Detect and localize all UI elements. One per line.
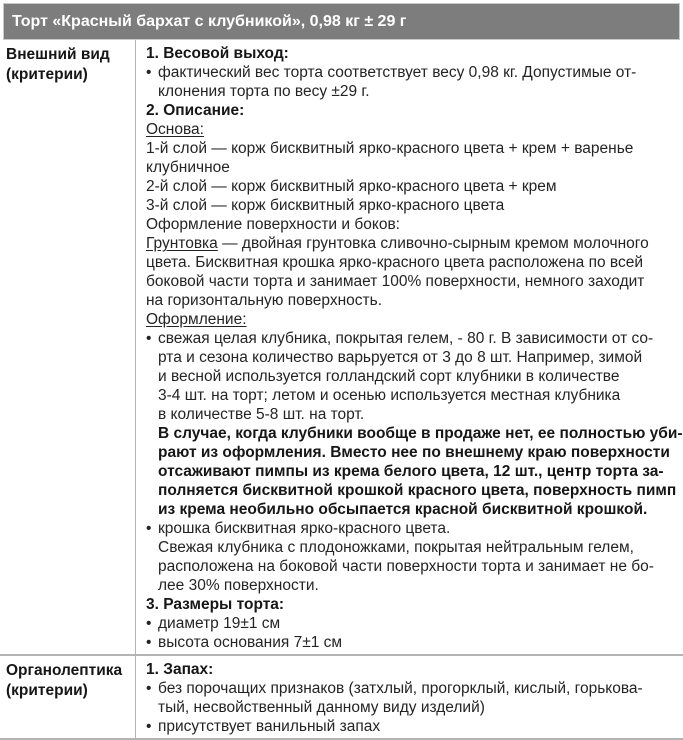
text-line: В случае, когда клубники вообще в продаже нет, ее полностью уби- [158, 425, 683, 442]
text-line: отсаживают пимпы из крема белого цвета, 12 шт., центр торта за- [158, 463, 664, 480]
row-content [135, 656, 683, 738]
text-line: клонения торта по весу ±29 г. [158, 83, 370, 100]
text-line: полняется бисквитной крошкой красного цвета, поверхность пимп [158, 482, 677, 499]
text-line: на горизонтальную поверхность. [146, 292, 383, 309]
text-line: • присутствует ванильный запах [146, 718, 381, 735]
underlined-term: Оформление: [146, 311, 247, 328]
bullet-marker: • [146, 520, 152, 537]
table-row [0, 654, 683, 738]
text-line: в количестве 5-8 шт. на торт. [158, 406, 365, 423]
bullet-marker: • [146, 634, 152, 651]
text-line: 2-й слой — корж бисквитный ярко-красного цвета + крем [146, 178, 557, 195]
text-line: 1. Весовой выход: [146, 45, 289, 62]
text-line: • свежая целая клубника, покрытая гелем, - 80 г. В зависимости от со- [146, 330, 654, 347]
bullet-marker: • [146, 330, 152, 347]
text-line: расположена на боковой части поверхности торта и занимает не бо- [158, 558, 654, 575]
bullet-marker: • [146, 64, 152, 81]
text-line: 1-й слой — корж бисквитный ярко-красного цвета + крем + варенье [146, 140, 634, 157]
text-line: 3-й слой — корж бисквитный ярко-красного цвета [146, 197, 505, 214]
bullet-marker: • [146, 615, 152, 632]
row-label-line: Органолептика [6, 662, 123, 679]
text-line: из крема необильно обсыпается красной бисквитной крошкой. [158, 501, 648, 518]
text-line: Оформление поверхности и боков: [146, 216, 400, 233]
text-line: • крошка бисквитная ярко-красного цвета. [146, 520, 451, 537]
text-line: Грунтовка — двойная грунтовка сливочно-сырным кремом молочного [146, 235, 649, 252]
text-line: 1. Запах: [146, 661, 214, 678]
underlined-term: Основа: [146, 121, 204, 138]
row-label [0, 40, 135, 654]
text-line: тый, несвойственный данному виду изделий) [158, 699, 485, 716]
document-title-bar [3, 3, 680, 40]
text-line: Свежая клубника с плодоножками, покрытая нейтральным гелем, [158, 539, 634, 556]
text-line: • фактический вес торта соответствует весу 0,98 кг. Допустимые от- [146, 64, 637, 81]
text-line: рта и сезона количество варьруется от 3 до 8 шт. Например, зимой [158, 349, 643, 366]
text-line [146, 120, 679, 139]
text-line: клубничное [146, 159, 230, 176]
text-line: цвета. Бисквитная крошка ярко-красного цвета расположена по всей [146, 254, 643, 271]
text-line: 3-4 шт. на торт; летом и осенью используется местная клубника [158, 387, 621, 404]
text-line: боковой части торта и занимает 100% поверхности, немного заходит [146, 273, 645, 290]
text-line: • диаметр 19±1 см [146, 615, 281, 632]
text-line [146, 310, 679, 329]
row-label-line: Внешний вид [6, 46, 110, 63]
text-line: • без порочащих признаков (затхлый, прогорклый, кислый, горькова- [146, 680, 643, 697]
row-label [0, 656, 135, 738]
row-content [135, 40, 683, 654]
document-title: Торт «Красный бархат с клубникой», 0,98 кг ± 29 г [12, 12, 407, 30]
text-line: • высота основания 7±1 см [146, 634, 343, 651]
document-page [0, 3, 683, 740]
bullet-marker: • [146, 718, 152, 735]
text-line: 2. Описание: [146, 102, 245, 119]
text-line: 3. Размеры торта: [146, 596, 285, 613]
row-label-line: (критерии) [6, 66, 88, 83]
bullet-marker: • [146, 680, 152, 697]
underlined-term: Грунтовка [146, 235, 218, 252]
row-label-line: (критерии) [6, 682, 88, 699]
criteria-table [0, 40, 683, 740]
table-row [0, 40, 683, 654]
text-line: и весной используется голландский сорт клубники в количестве [158, 368, 620, 385]
text-line: рают из оформления. Вместо нее по внешнему краю поверхности [158, 444, 670, 461]
text-line: лее 30% поверхности. [158, 577, 319, 594]
